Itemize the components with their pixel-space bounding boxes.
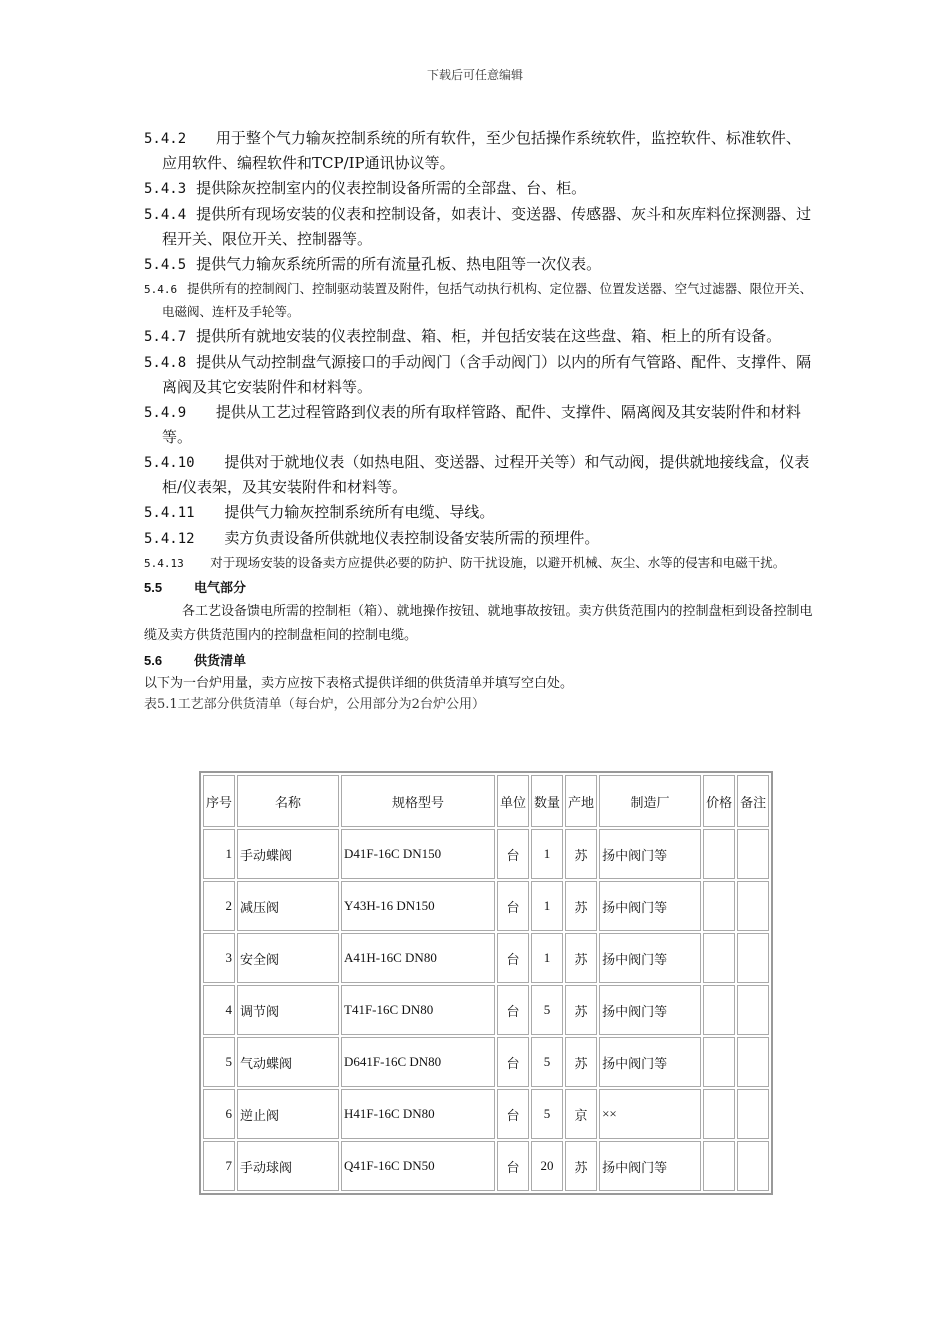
- cell-price: [703, 1141, 735, 1191]
- section-number: 5.6: [144, 653, 163, 668]
- clause-5-4-2: [144, 126, 814, 175]
- clause-5-4-8: [144, 350, 814, 399]
- clause-5-4-12: [144, 526, 814, 551]
- cell-unit: 台: [497, 881, 529, 931]
- col-header-price: 价格: [703, 775, 735, 827]
- col-header-spec: 规格型号: [341, 775, 495, 827]
- table-row: [203, 933, 769, 983]
- cell-spec: D41F-16C DN150: [341, 829, 495, 879]
- clause-text: 提供气力输灰控制系统所有电缆、导线。: [204, 503, 495, 521]
- table-row: [203, 1037, 769, 1087]
- col-header-name: 名称: [237, 775, 339, 827]
- section-number: 5.5: [144, 580, 163, 595]
- cell-seq: 7: [203, 1141, 235, 1191]
- cell-note: [737, 933, 769, 983]
- cell-qty: 1: [531, 829, 563, 879]
- clause-number: 5.4.12: [144, 531, 195, 547]
- col-header-maker: 制造厂: [599, 775, 701, 827]
- table-row: [203, 881, 769, 931]
- cell-note: [737, 1037, 769, 1087]
- cell-spec: Q41F-16C DN50: [341, 1141, 495, 1191]
- section-title: 电气部分: [194, 581, 247, 596]
- cell-seq: 6: [203, 1089, 235, 1139]
- cell-qty: 5: [531, 985, 563, 1035]
- page-header: 下载后可任意编辑: [426, 68, 523, 82]
- clause-5-4-11: [144, 500, 814, 525]
- clause-number: 5.4.11: [144, 505, 195, 521]
- cell-note: [737, 1141, 769, 1191]
- clause-5-4-6: [144, 278, 814, 323]
- clause-number: 5.4.7: [144, 329, 187, 345]
- clause-number: 5.4.6: [144, 283, 178, 296]
- table-row: [203, 829, 769, 879]
- table-caption: 表5.1工艺部分供货清单（每台炉，公用部分为2台炉公用）: [144, 697, 485, 712]
- cell-price: [703, 1089, 735, 1139]
- cell-unit: 台: [497, 829, 529, 879]
- table-row: [203, 1089, 769, 1139]
- cell-qty: 5: [531, 1037, 563, 1087]
- cell-qty: 5: [531, 1089, 563, 1139]
- clause-text: 提供所有就地安装的仪表控制盘、箱、柜，并包括安装在这些盘、箱、柜上的所有设备。: [196, 327, 782, 345]
- clause-number: 5.4.2: [144, 131, 187, 147]
- section-heading-5-5: [144, 577, 814, 600]
- cell-name: 手动蝶阀: [237, 829, 339, 879]
- clause-text: 提供所有现场安装的仪表和控制设备，如表计、变送器、传感器、灰斗和灰库料位探测器、过程开关、限位开关、控制器等。: [162, 205, 812, 248]
- cell-unit: 台: [497, 1037, 529, 1087]
- clause-text: 提供气力输灰系统所需的所有流量孔板、热电阻等一次仪表。: [196, 255, 602, 273]
- col-header-origin: 产地: [565, 775, 597, 827]
- cell-maker: 扬中阀门等: [599, 1037, 701, 1087]
- cell-name: 逆止阀: [237, 1089, 339, 1139]
- cell-maker: 扬中阀门等: [599, 933, 701, 983]
- cell-note: [737, 985, 769, 1035]
- cell-note: [737, 829, 769, 879]
- supply-list-table: [199, 771, 773, 1195]
- section-intro: 以下为一台炉用量，卖方应按下表格式提供详细的供货清单并填写空白处。: [144, 676, 574, 691]
- cell-spec: A41H-16C DN80: [341, 933, 495, 983]
- clause-text: 对于现场安装的设备卖方应提供必要的防护、防干扰设施，以避开机械、灰尘、水等的侵害和电磁干扰。: [193, 555, 786, 570]
- cell-seq: 2: [203, 881, 235, 931]
- section-paragraph: 各工艺设备馈电所需的控制柜（箱）、就地操作按钮、就地事故按钮。卖方供货范围内的控制盘柜到设备控制电缆及卖方供货范围内的控制盘柜间的控制电缆。: [144, 604, 813, 643]
- clause-5-4-5: [144, 252, 814, 277]
- clause-text: 提供除灰控制室内的仪表控制设备所需的全部盘、台、柜。: [196, 179, 587, 197]
- cell-unit: 台: [497, 1141, 529, 1191]
- cell-origin: 苏: [565, 1037, 597, 1087]
- cell-price: [703, 829, 735, 879]
- cell-maker: 扬中阀门等: [599, 985, 701, 1035]
- col-header-seq: 序号: [203, 775, 235, 827]
- clause-5-4-7: [144, 324, 814, 349]
- cell-origin: 苏: [565, 1141, 597, 1191]
- cell-origin: 京: [565, 1089, 597, 1139]
- clause-text: 提供所有的控制阀门、控制驱动装置及附件，包括气动执行机构、定位器、位置发送器、空气过滤器、限位开关、电磁阀、连杆及手轮等。: [162, 281, 813, 319]
- clause-text: 提供对于就地仪表（如热电阻、变送器、过程开关等）和气动阀，提供就地接线盒，仪表柜/仪表架，及其安装附件和材料等。: [162, 453, 810, 496]
- cell-maker: 扬中阀门等: [599, 829, 701, 879]
- clause-text: 卖方负责设备所供就地仪表控制设备安装所需的预埋件。: [204, 529, 600, 547]
- cell-note: [737, 1089, 769, 1139]
- cell-price: [703, 1037, 735, 1087]
- cell-price: [703, 881, 735, 931]
- cell-seq: 4: [203, 985, 235, 1035]
- cell-name: 手动球阀: [237, 1141, 339, 1191]
- cell-maker: 扬中阀门等: [599, 881, 701, 931]
- cell-unit: 台: [497, 933, 529, 983]
- clause-5-4-4: [144, 202, 814, 251]
- cell-maker: ××: [599, 1089, 701, 1139]
- cell-qty: 1: [531, 881, 563, 931]
- cell-origin: 苏: [565, 881, 597, 931]
- cell-seq: 1: [203, 829, 235, 879]
- cell-note: [737, 881, 769, 931]
- clause-number: 5.4.9: [144, 405, 187, 421]
- cell-unit: 台: [497, 985, 529, 1035]
- cell-spec: D641F-16C DN80: [341, 1037, 495, 1087]
- cell-spec: Y43H-16 DN150: [341, 881, 495, 931]
- clause-number: 5.4.4: [144, 207, 187, 223]
- cell-spec: T41F-16C DN80: [341, 985, 495, 1035]
- table-header-row: [203, 775, 769, 827]
- cell-unit: 台: [497, 1089, 529, 1139]
- cell-origin: 苏: [565, 933, 597, 983]
- clause-number: 5.4.10: [144, 455, 195, 471]
- col-header-unit: 单位: [497, 775, 529, 827]
- cell-price: [703, 985, 735, 1035]
- clause-number: 5.4.5: [144, 257, 187, 273]
- cell-seq: 3: [203, 933, 235, 983]
- cell-name: 安全阀: [237, 933, 339, 983]
- table-row: [203, 985, 769, 1035]
- col-header-note: 备注: [737, 775, 769, 827]
- section-heading-5-6: [144, 650, 814, 673]
- cell-seq: 5: [203, 1037, 235, 1087]
- cell-name: 气动蝶阀: [237, 1037, 339, 1087]
- clause-number: 5.4.3: [144, 181, 187, 197]
- clause-text: 提供从气动控制盘气源接口的手动阀门（含手动阀门）以内的所有气管路、配件、支撑件、隔离阀及其它安装附件和材料等。: [162, 353, 812, 396]
- cell-spec: H41F-16C DN80: [341, 1089, 495, 1139]
- clause-text: 用于整个气力输灰控制系统的所有软件，至少包括操作系统软件，监控软件、标准软件、应用软件、编程软件和TCP/IP通讯协议等。: [162, 129, 801, 172]
- clause-text: 提供从工艺过程管路到仪表的所有取样管路、配件、支撑件、隔离阀及其安装附件和材料等。: [162, 403, 801, 446]
- cell-origin: 苏: [565, 985, 597, 1035]
- section-title: 供货清单: [194, 654, 247, 669]
- clause-5-4-10: [144, 450, 814, 499]
- clause-number: 5.4.13: [144, 557, 184, 570]
- cell-name: 调节阀: [237, 985, 339, 1035]
- cell-qty: 20: [531, 1141, 563, 1191]
- clause-5-4-3: [144, 176, 814, 201]
- table-row: [203, 1141, 769, 1191]
- cell-origin: 苏: [565, 829, 597, 879]
- document-body: [144, 126, 814, 715]
- clause-number: 5.4.8: [144, 355, 187, 371]
- col-header-qty: 数量: [531, 775, 563, 827]
- cell-name: 减压阀: [237, 881, 339, 931]
- cell-maker: 扬中阀门等: [599, 1141, 701, 1191]
- clause-5-4-13: [144, 552, 814, 575]
- clause-5-4-9: [144, 400, 814, 449]
- cell-qty: 1: [531, 933, 563, 983]
- cell-price: [703, 933, 735, 983]
